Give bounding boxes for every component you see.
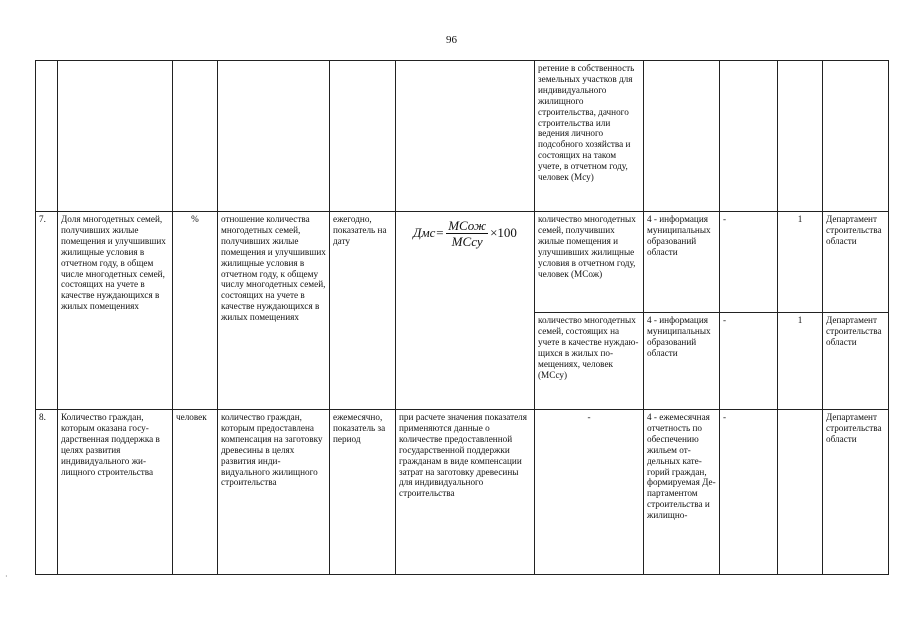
cell-name: [58, 61, 173, 212]
cell-periodicity: ежегодно, показатель на дату: [330, 212, 396, 410]
cell-method: 4 - информация муниципальных образований области: [644, 212, 720, 313]
cell-col10: [778, 410, 823, 575]
indicators-table: [35, 60, 889, 575]
margin-mark: ·: [5, 572, 8, 581]
cell-periodicity: [330, 61, 396, 212]
formula-rhs: ×100: [490, 225, 517, 241]
formula-fraction: [446, 218, 488, 249]
formula-lhs: Дмс=: [413, 225, 445, 241]
cell-responsible: Департамент строительства области: [823, 410, 889, 575]
cell-col10: 1: [778, 212, 823, 313]
cell-definition: [218, 61, 330, 212]
cell-definition: количество граждан, которым предоставлена компенсация на заготовку древесины в целях развития индивидуального жилищного строительства: [218, 410, 330, 575]
cell-col9: -: [720, 313, 778, 410]
page-number: 96: [446, 34, 457, 46]
cell-col9: -: [720, 212, 778, 313]
cell-name: Количество граждан, которым оказана государственная поддержка в целях развития индивидуального жилищного строительства: [58, 410, 173, 575]
cell-unit: [173, 61, 218, 212]
cell-method: 4 - ежемесячная отчетность по обеспечению жильем отдельных категорий граждан, формируемая Департаментом строительства и жилищно-: [644, 410, 720, 575]
cell-name: Доля многодетных семей, получивших жилые помещения и улучшивших жилищные условия в отчетном году, в общем числе многодетных семей, состоящих на учете в качестве нуждающихся в жилых помещениях: [58, 212, 173, 410]
cell-col10: [778, 61, 823, 212]
table-row-7: [36, 212, 889, 313]
table-row-8: [36, 410, 889, 575]
formula-numerator: МСож: [448, 218, 487, 233]
cell-responsible: [823, 61, 889, 212]
cell-col9: [720, 61, 778, 212]
cell-definition: отношение количества многодетных семей, получивших жилые помещения и улучшивших жилищные условия в отчетном году, к общему числу многодетных семей, состоящих на учете в качестве нуждающихся в жилых помещениях: [218, 212, 330, 410]
cell-method: [644, 61, 720, 212]
cell-algorithm: [396, 61, 535, 212]
cell-unit: человек: [173, 410, 218, 575]
cell-basic-indicators: количество многодетных семей, состоящих на учете в качестве нуждающихся в жилых помещениях, человек (МСсу): [535, 313, 644, 410]
cell-basic-indicators: количество многодетных семей, получивших жилые помещения и улучшивших жилищные условия в отчетном году, человек (МСож): [535, 212, 644, 313]
cell-formula: [396, 212, 535, 410]
cell-col9: -: [720, 410, 778, 575]
formula-denominator: МСсу: [451, 234, 483, 249]
cell-col10: 1: [778, 313, 823, 410]
cell-responsible: Департамент строительства области: [823, 313, 889, 410]
cell-num: 7.: [36, 212, 58, 410]
cell-basic-indicators: ретение в собственность земельных участков для индивидуального жилищного строительства, дачного строительства или ведения личного подсобного хозяйства и состоящих на таком учете, в отчетном году, человек (Мсу): [535, 61, 644, 212]
cell-basic-indicators: -: [535, 410, 644, 575]
cell-algorithm: при расчете значения показателя применяются данные о количестве предоставленной государственной поддержки гражданам в виде компенсации затрат на заготовку древесины для индивидуального строительства: [396, 410, 535, 575]
formula: [399, 214, 531, 249]
cell-num: 8.: [36, 410, 58, 575]
cell-method: 4 - информация муниципальных образований области: [644, 313, 720, 410]
cell-unit: %: [173, 212, 218, 410]
cell-periodicity: ежемесячно, показатель за период: [330, 410, 396, 575]
cell-num: [36, 61, 58, 212]
table-row-continuation: [36, 61, 889, 212]
cell-responsible: Департамент строительства области: [823, 212, 889, 313]
